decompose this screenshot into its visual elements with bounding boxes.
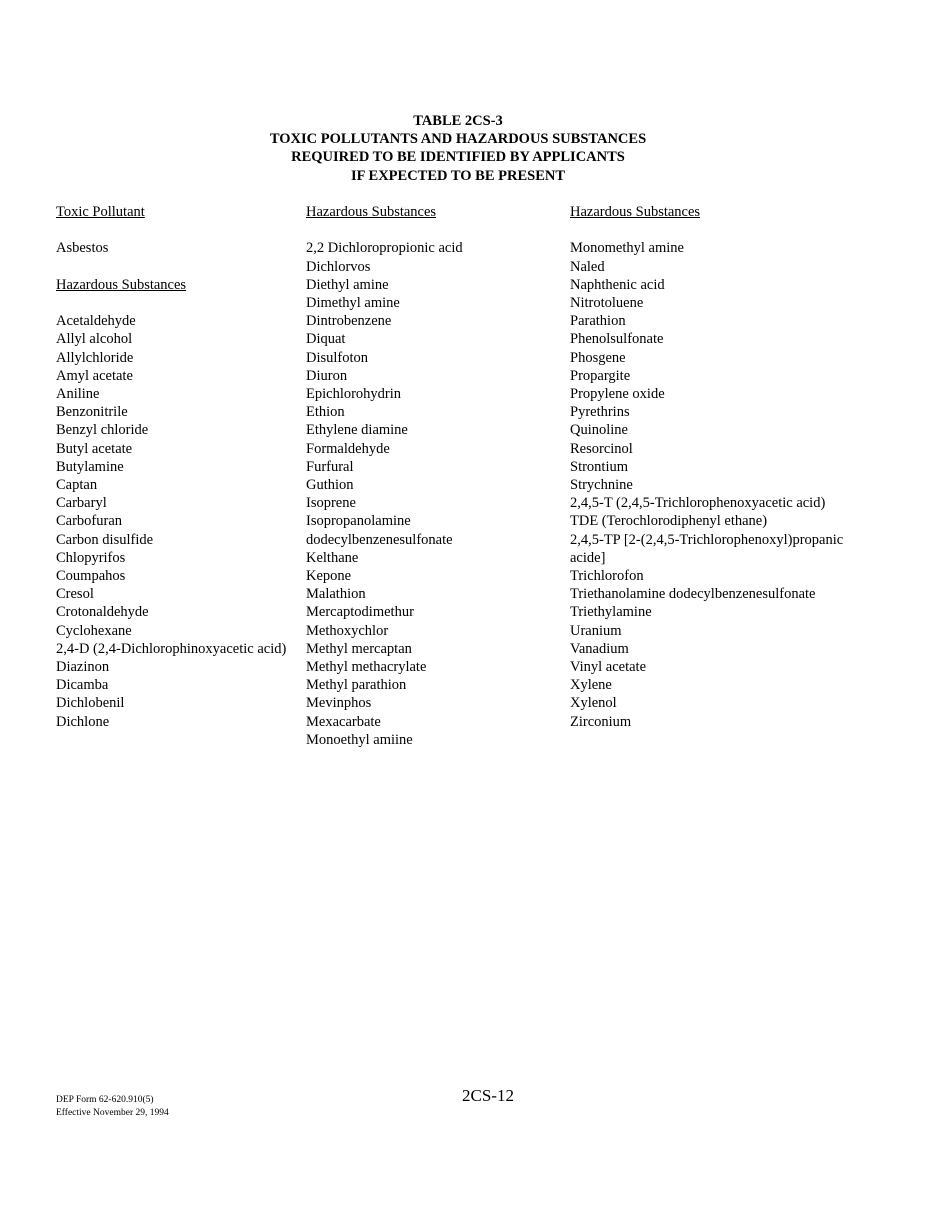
list-item: Methyl mercaptan: [306, 640, 412, 657]
list-item: Triethanolamine dodecylbenzenesulfonate: [570, 586, 816, 603]
footer-form-number: DEP Form 62-620.910(5): [56, 1095, 154, 1105]
list-item: Kelthane: [306, 549, 359, 566]
list-item: Pyrethrins: [570, 404, 630, 421]
column-header-hazardous-substances-2: Hazardous Substances: [306, 204, 437, 220]
list-item: Kepone: [306, 568, 352, 585]
list-item: Naled: [570, 258, 605, 275]
page-number: 2CS-12: [462, 1086, 514, 1105]
list-item: Isopropanolamine: [306, 513, 411, 530]
column-hazardous-substances-3: [570, 203, 870, 731]
list-item: Dicamba: [56, 677, 109, 694]
list-item: Cyclohexane: [56, 622, 132, 639]
footer-effective-date: Effective November 29, 1994: [56, 1107, 169, 1118]
list-item: Epichlorohydrin: [306, 386, 402, 403]
list-item: Nitrotoluene: [570, 295, 644, 311]
table-title-line-1: TABLE 2CS-3: [413, 113, 503, 129]
list-item: Butylamine: [56, 458, 124, 475]
list-item: Chlopyrifos: [56, 549, 126, 566]
list-item: Benzonitrile: [56, 404, 128, 421]
list-item: TDE (Terochlorodiphenyl ethane): [570, 513, 768, 530]
list-item: Acetaldehyde: [56, 313, 136, 330]
list-item: Propargite: [570, 367, 631, 384]
column-toxic-pollutant: [56, 203, 296, 731]
list-item: Carbaryl: [56, 495, 107, 512]
list-item: Vanadium: [570, 640, 629, 657]
table-title-line-2: TOXIC POLLUTANTS AND HAZARDOUS SUBSTANCES: [269, 131, 647, 148]
list-item: Disulfoton: [306, 349, 369, 366]
list-item: Vinyl acetate: [570, 659, 647, 676]
section-header-hazardous-substances: Hazardous Substances: [56, 276, 187, 293]
list-item: Methyl parathion: [306, 677, 407, 694]
list-item: Phosgene: [570, 349, 626, 366]
list-item: Dintrobenzene: [306, 313, 392, 330]
list-item: Dichlorvos: [306, 258, 371, 275]
list-item: Xylenol: [570, 695, 617, 712]
list-item: Allylchloride: [56, 349, 134, 366]
list-item: Naphthenic acid: [570, 276, 665, 293]
list-item: 2,4-D (2,4-Dichlorophinoxyacetic acid): [56, 640, 287, 657]
list-item: Propylene oxide: [570, 386, 665, 403]
list-item: Diuron: [306, 367, 348, 384]
hazardous-substance-list-2: [306, 239, 556, 749]
list-item: Quinoline: [570, 422, 628, 439]
list-item: Formaldehyde: [306, 440, 390, 457]
list-item: Diazinon: [56, 659, 110, 676]
list-item: Malathion: [306, 586, 366, 603]
list-item: Strontium: [570, 458, 629, 475]
list-item: Triethylamine: [570, 604, 652, 621]
list-item: Phenolsulfonate: [570, 331, 664, 348]
list-item: Zirconium: [570, 713, 632, 730]
list-item: Ethion: [306, 404, 345, 421]
list-item: Carbofuran: [56, 513, 123, 530]
list-item: Diethyl amine: [306, 276, 389, 293]
list-item: Allyl alcohol: [56, 331, 133, 348]
list-item: Dichlobenil: [56, 695, 125, 712]
list-item: Coumpahos: [56, 568, 126, 585]
list-item: Mevinphos: [306, 695, 372, 712]
list-item: Mexacarbate: [306, 713, 381, 730]
list-item: 2,4,5-TP [2-(2,4,5-Trichlorophenoxyl)propanic acide]: [570, 531, 844, 566]
list-item: Methyl methacrylate: [306, 659, 427, 676]
table-title-line-3: REQUIRED TO BE IDENTIFIED BY APPLICANTS: [291, 149, 625, 166]
table-title-line-4: IF EXPECTED TO BE PRESENT: [350, 167, 566, 184]
list-item: Monomethyl amine: [570, 240, 684, 257]
toxic-pollutant-list: [56, 239, 296, 257]
list-item: Monoethyl amiine: [306, 731, 413, 748]
list-item: Guthion: [306, 477, 354, 494]
list-item: Parathion: [570, 313, 626, 330]
hazardous-substance-list-1: [56, 312, 296, 731]
list-item: Methoxychlor: [306, 622, 389, 639]
list-item: Amyl acetate: [56, 367, 133, 384]
list-item: Trichlorofon: [570, 568, 644, 585]
list-item: 2,4,5-T (2,4,5-Trichlorophenoxyacetic acid): [570, 495, 826, 512]
table-title: [0, 112, 916, 185]
list-item: Uranium: [570, 622, 622, 639]
column-header-hazardous-substances-3: Hazardous Substances: [570, 204, 701, 220]
footer-form-info: [56, 1094, 169, 1119]
list-item: Asbestos: [56, 240, 109, 257]
list-item: Captan: [56, 477, 98, 493]
list-item: Dichlone: [56, 713, 110, 730]
list-item: Resorcinol: [570, 440, 633, 457]
list-item: Benzyl chloride: [56, 422, 149, 439]
list-item: Carbon disulfide: [56, 531, 154, 548]
column-hazardous-substances-2: [306, 203, 556, 749]
list-item: Diquat: [306, 331, 346, 348]
list-item: Ethylene diamine: [306, 422, 408, 439]
list-item: Butyl acetate: [56, 440, 133, 457]
list-item: Furfural: [306, 458, 354, 475]
list-item: Strychnine: [570, 477, 633, 494]
list-item: Cresol: [56, 586, 94, 603]
list-item: Xylene: [570, 677, 612, 694]
list-item: Dimethyl amine: [306, 295, 400, 311]
list-item: 2,2 Dichloropropionic acid: [306, 240, 463, 257]
list-item: dodecylbenzenesulfonate: [306, 531, 453, 548]
list-item: Aniline: [56, 385, 100, 402]
list-item: Crotonaldehyde: [56, 604, 149, 621]
column-header-toxic-pollutant: Toxic Pollutant: [56, 204, 145, 220]
list-item: Isoprene: [306, 495, 356, 512]
list-item: Mercaptodimethur: [306, 604, 414, 621]
hazardous-substance-list-3: [570, 239, 870, 730]
